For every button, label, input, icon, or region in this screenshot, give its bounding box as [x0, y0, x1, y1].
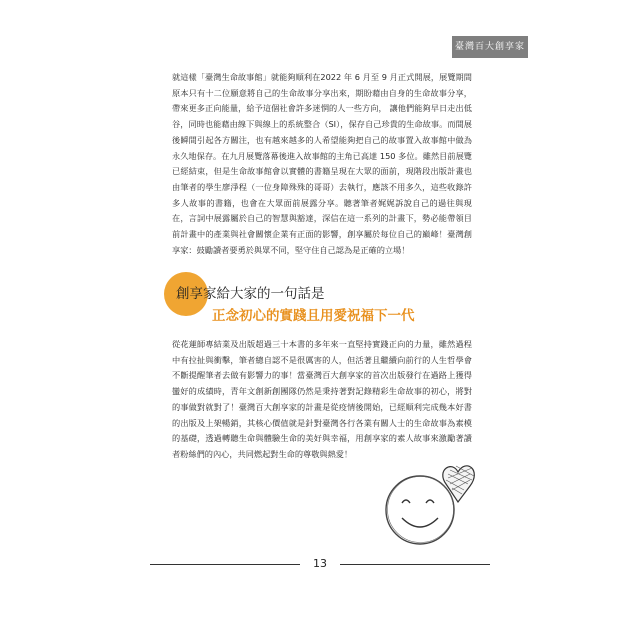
section-title: 創享家給大家的一句話是 [176, 286, 325, 302]
section-subtitle: 正念初心的實踐且用愛祝福下一代 [212, 308, 415, 324]
footer-rule-left [150, 564, 300, 565]
footer-rule-right [340, 564, 490, 565]
book-title-tab: 臺灣百大創享家 [452, 36, 528, 58]
smiley-heart-doodle-icon [380, 448, 480, 548]
page-number: 13 [306, 557, 334, 570]
body-paragraph-1: 就這樣「臺灣生命故事館」就能夠順利在2022 年 6 月至 9 月正式開展，展覽期間原本只有十二位願意將自己的生命故事分享出來，期盼藉由自身的生命故事分享，帶來更多正向能量，給予這個社會許多迷惘的人一些方向， 讓他們能夠早日走出低谷，同時也能藉由線下與線上的系統整合（SI），保存自己珍貴的生命故事。而間展後瞬間引起各方關注，也有越來越多的人希望能夠把自己的故事置入故事館中做為永久地保存。在九月展覽落幕後進入故事館的主角已高達 150 多位。雖然目前展覽已經結束，但是生命故事館會以實體的書籍呈現在大眾的面前，現階段出版計畫也由筆者的學生廖淨程（一位身障殊殊的哥哥）去執行，應該不用多久，這些收錄許多人故事的書籍，也會在大眾面前展露分享。聽著筆者娓娓訴說自己的過往與現在，言詞中展露屬於自己的智慧與豁達，深信在這一系列的計畫下，勢必能帶領目前計畫中的產業與社會關懷企業有正面的影響，創享屬於每位自己的巔峰！臺灣創享家：鼓勵讀者要勇於與眾不同，堅守住自己認為是正確的立場！ [172, 72, 472, 255]
section-heading [164, 272, 494, 324]
body-paragraph-2: 從花蓮師專結業及出版超過三十本書的多年來一直堅持實踐正向的力量，雖然過程中有拉扯與衝擊，筆者總自認不是很厲害的人，但活著且繼續向前行的人生哲學會不斷提醒筆者去做有影響力的事！當臺灣百大創享家的首次出版發行在過路上獲得蠻好的成績時，青年文創新創團隊仍然是秉持著對記錄精彩生命故事的初心，將對的事做對就對了！臺灣百大創享家的計畫是從疫情後開始，已經順利完成幾本好書的出版及上架暢銷，其核心價值就是針對臺灣各行各業有關人士的生命故事為素模的基礎，透過轉聽生命與體驗生命的美好與幸福，用創享家的素人故事來激勵著讀者粉絲們的內心，共同燃起對生命的尊敬與熱愛！ [172, 339, 472, 459]
